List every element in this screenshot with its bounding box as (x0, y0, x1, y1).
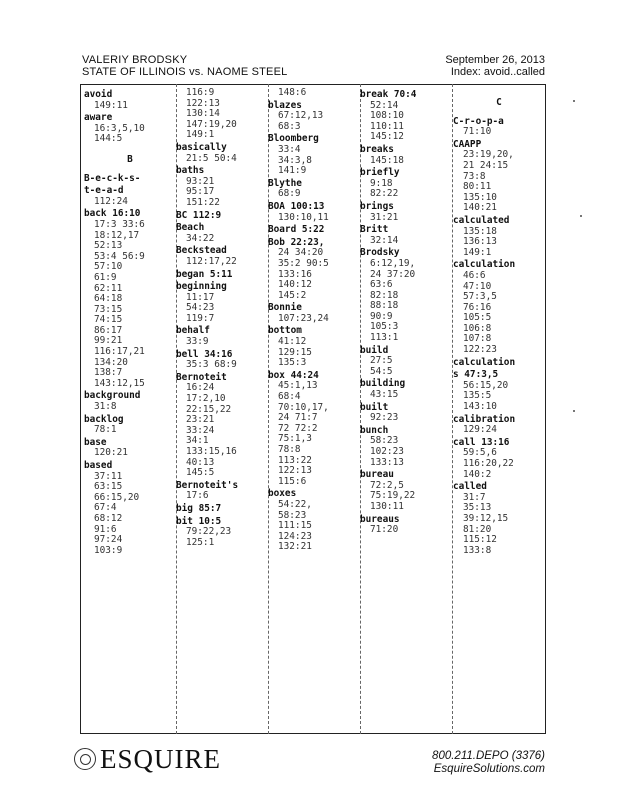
page-line-reference: 54:22, (278, 498, 312, 510)
page-line-reference: 16:24 (186, 382, 215, 394)
page-line-reference: 144:5 (94, 133, 123, 145)
index-column-4 (360, 88, 452, 730)
page-line-reference: 149:11 (94, 99, 128, 111)
spacer (84, 166, 176, 172)
page-line-reference: 58:23 (278, 509, 307, 521)
page-line-reference: 31:7 (463, 491, 486, 503)
page-line-reference: 6:12,19, (370, 257, 416, 269)
index-term: baths (176, 165, 205, 177)
page-line-reference: 47:10 (463, 280, 492, 292)
page-line-reference: 24 37:20 (370, 268, 416, 280)
index-term: C-r-o-p-a (453, 115, 504, 127)
page-line-reference: 91:6 (94, 523, 117, 535)
index-term: Board 5:22 (268, 224, 325, 236)
page-line-reference: 67:4 (94, 502, 117, 514)
page-line-reference: 71:10 (463, 126, 492, 138)
index-term: box 44:24 (268, 369, 319, 381)
logo-wordmark: ESQUIRE (100, 744, 221, 774)
page-line-reference: 112:24 (94, 195, 128, 207)
spacer (453, 88, 545, 94)
page-line-reference: 72:2,5 (370, 479, 404, 491)
index-term: avoid (84, 89, 113, 100)
page-line-reference: 64:18 (94, 293, 123, 305)
page-line-reference: 88:18 (370, 300, 399, 312)
index-term: B-e-c-k-s- (84, 172, 141, 184)
page-line-reference: 80:11 (463, 181, 492, 193)
page-line-reference: 59:5,6 (463, 447, 497, 459)
page-line-reference: 133:13 (370, 456, 404, 468)
index-term: calculated (453, 214, 510, 226)
page-line-reference: 73:8 (463, 170, 486, 182)
page-line-reference: 135:10 (463, 191, 497, 203)
index-term: CAAPP (453, 138, 482, 150)
index-term: Beckstead (176, 245, 227, 257)
index-term: bit 10:5 (176, 515, 222, 527)
page-line-reference: 75:1,3 (278, 433, 312, 445)
deposition-date: September 26, 2013 (445, 54, 545, 66)
page-line-reference: 72 72:2 (278, 422, 318, 434)
page-line-reference: 145:12 (370, 131, 404, 143)
index-term: t-e-a-d (84, 185, 124, 197)
page-line-reference: 43:15 (370, 389, 399, 401)
deponent-name: VALERIY BRODSKY (82, 54, 188, 66)
page-line-reference: 135:18 (463, 225, 497, 237)
page-line-reference: 105:3 (370, 321, 399, 333)
page-line-reference: 116:20,22 (463, 458, 514, 469)
page-line-reference: 106:8 (463, 322, 492, 334)
index-term: calculation (453, 259, 516, 271)
page-line-reference: 124:23 (278, 530, 312, 542)
page-line-reference: 81:20 (463, 523, 492, 535)
index-term: Beach (176, 222, 205, 234)
index-term: based (84, 460, 113, 471)
page-line-reference: 76:16 (463, 301, 492, 313)
page-line-reference: 145:2 (278, 289, 307, 301)
page-line-reference: 95:17 (186, 186, 215, 198)
page-line-reference: 134:20 (94, 356, 128, 368)
page-line-reference: 125:1 (186, 536, 215, 548)
document-header-left (82, 54, 287, 78)
page-line-reference: 107:8 (463, 333, 492, 345)
page-line-reference: 54:5 (370, 365, 393, 377)
page-line-reference: 115:6 (278, 475, 307, 487)
footer-phone: 800.211.DEPO (3376) (432, 750, 545, 762)
page-line-reference: 116:17,21 (94, 346, 145, 358)
page-line-reference: 149:1 (186, 129, 215, 141)
index-column-3 (268, 88, 360, 730)
index-term: called (453, 481, 487, 493)
page-line-reference: 17:6 (186, 490, 209, 502)
page-line-reference: 17:3 33:6 (94, 218, 145, 230)
page-line-reference: 133:8 (463, 544, 492, 556)
page-line-reference: 34:1 (186, 435, 209, 447)
page-line-reference: 92:23 (370, 412, 399, 424)
page-line-reference: 122:13 (278, 465, 312, 477)
page-line-reference: 66:15,20 (94, 491, 140, 503)
page-line-reference: 79:22,23 (186, 526, 232, 538)
index-term: breaks (360, 143, 394, 155)
page-line-reference: 9:18 (370, 177, 393, 189)
page-line-reference: 63:15 (94, 481, 123, 493)
page-line-reference: 129:24 (463, 424, 497, 436)
page-line-reference: 132:21 (278, 541, 312, 553)
index-term: bottom (268, 325, 302, 337)
page-line-reference: 53:4 56:9 (94, 250, 145, 262)
page-line-reference: 32:14 (370, 234, 399, 246)
page-line-reference: 122:13 (186, 97, 220, 109)
index-term: calculation (453, 356, 516, 368)
page-line-reference: 116:9 (186, 88, 215, 98)
index-term: build (360, 344, 389, 356)
page-line-reference: 61:9 (94, 271, 117, 283)
page-line-reference: 46:6 (463, 269, 486, 281)
page-line-reference: 35:3 68:9 (186, 359, 237, 371)
page-line-reference: 63:6 (370, 279, 393, 291)
index-term: s 47:3,5 (453, 369, 499, 381)
page-line-reference: 99:21 (94, 335, 123, 347)
page-line-reference: 140:12 (278, 279, 312, 291)
page-line-reference: 107:23,24 (278, 312, 329, 324)
page-line-reference: 21 24:15 (463, 159, 509, 171)
page-line-reference: 143:12,15 (94, 377, 145, 389)
page-line-reference: 52:14 (370, 99, 399, 111)
index-term: aware (84, 112, 113, 124)
page-line-reference: 23:19,20, (463, 149, 514, 161)
spacer (453, 109, 545, 115)
page-line-reference: 148:6 (278, 88, 307, 98)
page-line-reference: 82:18 (370, 289, 399, 301)
page-line-reference: 111:15 (278, 520, 312, 532)
page-line-reference: 40:13 (186, 456, 215, 468)
page-line-reference: 67:12,13 (278, 110, 324, 122)
spacer (84, 145, 176, 151)
index-term: Britt (360, 224, 389, 236)
page-line-reference: 113:22 (278, 454, 312, 466)
page-line-reference: 45:1,13 (278, 380, 318, 392)
index-column-5 (453, 88, 545, 730)
page-line-reference: 31:8 (94, 401, 117, 413)
page-line-reference: 39:12,15 (463, 512, 509, 524)
page-line-reference: 24 71:7 (278, 412, 318, 424)
index-term: bureaus (360, 513, 400, 525)
page-line-reference: 82:22 (370, 188, 399, 200)
page-line-reference: 145:18 (370, 154, 404, 166)
page-line-reference: 130:14 (186, 108, 220, 120)
page-line-reference: 34:22 (186, 232, 215, 244)
page-line-reference: 62:11 (94, 282, 123, 294)
index-term: bunch (360, 424, 389, 436)
page-line-reference: 122:23 (463, 344, 497, 356)
page-line-reference: 54:23 (186, 302, 215, 314)
page-line-reference: 140:21 (463, 202, 497, 214)
page-line-reference: 129:15 (278, 346, 312, 358)
index-term: brings (360, 200, 394, 212)
index-range: Index: avoid..called (450, 66, 545, 78)
page-line-reference: 113:1 (370, 332, 399, 344)
index-term: Bernoteit (176, 371, 227, 383)
page-line-reference: 78:8 (278, 444, 301, 455)
page-line-reference: 108:10 (370, 110, 404, 122)
page-line-reference: 149:1 (463, 246, 492, 258)
page-line-reference: 140:2 (463, 468, 492, 480)
page-line-reference: 78:1 (94, 424, 117, 436)
page-line-reference: 93:21 (186, 175, 215, 187)
page-line-reference: 75:19,22 (370, 490, 416, 502)
index-term: backlog (84, 413, 124, 425)
index-term: basically (176, 141, 227, 153)
page-line-reference: 33:4 (278, 143, 301, 155)
page-line-reference: 138:7 (94, 367, 123, 379)
index-term: beginning (176, 281, 227, 293)
page-line-reference: 74:15 (94, 314, 123, 326)
page-line-reference: 33:24 (186, 424, 215, 436)
scan-speck (580, 215, 582, 217)
section-letter: C (496, 97, 502, 108)
page-line-reference: 105:5 (463, 312, 492, 324)
page-line-reference: 23:21 (186, 414, 215, 426)
index-column-2 (176, 88, 268, 730)
page-line-reference: 115:12 (463, 534, 497, 546)
index-term: boxes (268, 488, 297, 500)
scan-speck (573, 100, 575, 102)
page-line-reference: 133:16 (278, 268, 312, 280)
index-term: briefly (360, 167, 400, 179)
index-term: bureau (360, 469, 394, 481)
page-line-reference: 110:11 (370, 120, 404, 132)
page-line-reference: 145:5 (186, 467, 215, 479)
index-term: Blythe (268, 177, 302, 189)
index-term: BOA 100:13 (268, 200, 325, 212)
page-line-reference: 130:10,11 (278, 211, 329, 223)
index-term: back 16:10 (84, 208, 141, 220)
index-term: Brodsky (360, 247, 400, 259)
page-line-reference: 31:21 (370, 211, 399, 223)
case-title: STATE OF ILLINOIS vs. NAOME STEEL (82, 66, 288, 78)
page-line-reference: 136:13 (463, 236, 497, 248)
page-line-reference: 56:15,20 (463, 379, 509, 391)
page-line-reference: 24 34:20 (278, 247, 324, 259)
index-term: building (360, 378, 406, 390)
index-term: behalf (176, 325, 210, 337)
page-line-reference: 71:20 (370, 524, 399, 536)
page-line-reference: 112:17,22 (186, 255, 237, 267)
index-term: Bonnie (268, 302, 302, 314)
index-term: Bob 22:23, (268, 236, 325, 248)
esquire-logo (74, 746, 221, 772)
section-letter: B (127, 153, 133, 165)
index-term: began 5:11 (176, 268, 233, 280)
page-line-reference: 86:17 (94, 324, 123, 336)
page-line-reference: 22:15,22 (186, 403, 232, 415)
index-term: big 85:7 (176, 502, 222, 514)
page-line-reference: 135:5 (463, 390, 492, 402)
footer-website: EsquireSolutions.com (433, 763, 545, 775)
page-line-reference: 34:3,8 (278, 154, 312, 166)
page-line-reference: 57:3,5 (463, 291, 497, 303)
page-line-reference: 97:24 (94, 534, 123, 546)
index-term: base (84, 436, 107, 448)
page-line-reference: 58:23 (370, 435, 399, 447)
page-line-reference: 57:10 (94, 261, 123, 273)
page-line-reference: 17:2,10 (186, 393, 226, 405)
page-line-reference: 103:9 (94, 544, 123, 556)
page-line-reference: 35:13 (463, 502, 492, 514)
page-line-reference: 102:23 (370, 446, 404, 457)
page-line-reference: 73:15 (94, 303, 123, 315)
page-line-reference: 41:12 (278, 336, 307, 348)
page-line-reference: 135:3 (278, 357, 307, 369)
index-term: break 70:4 (360, 89, 417, 100)
page-line-reference: 68:9 (278, 188, 301, 200)
page-line-reference: 68:4 (278, 391, 301, 403)
page-line-reference: 21:5 50:4 (186, 152, 237, 164)
index-term: BC 112:9 (176, 209, 222, 221)
page-line-reference: 18:12,17 (94, 229, 140, 241)
page-line-reference: 37:11 (94, 470, 123, 482)
index-term: call 13:16 (453, 436, 510, 448)
document-header-right (445, 54, 545, 78)
page-line-reference: 120:21 (94, 447, 128, 459)
page-line-reference: 52:13 (94, 240, 123, 252)
footer-contact (432, 750, 545, 776)
index-column-1 (84, 88, 176, 730)
page-line-reference: 130:11 (370, 500, 404, 512)
page-line-reference: 27:5 (370, 355, 393, 367)
page-line-reference: 151:22 (186, 196, 220, 208)
index-term: built (360, 401, 389, 413)
page-line-reference: 70:10,17, (278, 401, 329, 413)
index-term: background (84, 390, 141, 402)
index-term: bell 34:16 (176, 348, 233, 360)
page-line-reference: 90:9 (370, 310, 393, 322)
page-line-reference: 16:3,5,10 (94, 122, 145, 134)
page-line-reference: 11:17 (186, 291, 215, 303)
logo-emblem-icon (74, 748, 96, 770)
page-line-reference: 68:12 (94, 512, 123, 524)
page-line-reference: 68:3 (278, 120, 301, 132)
page-line-reference: 33:9 (186, 336, 209, 348)
index-term: calibration (453, 413, 516, 425)
page-line-reference: 119:7 (186, 312, 215, 324)
scan-speck (573, 410, 575, 412)
index-term: Bloomberg (268, 133, 319, 145)
page-line-reference: 35:2 90:5 (278, 257, 329, 269)
index-term: Bernoteit's (176, 479, 239, 491)
page-line-reference: 133:15,16 (186, 446, 237, 457)
page-line-reference: 141:9 (278, 165, 307, 177)
index-term: blazes (268, 99, 302, 111)
page-line-reference: 143:10 (463, 401, 497, 413)
page-line-reference: 147:19,20 (186, 118, 237, 130)
